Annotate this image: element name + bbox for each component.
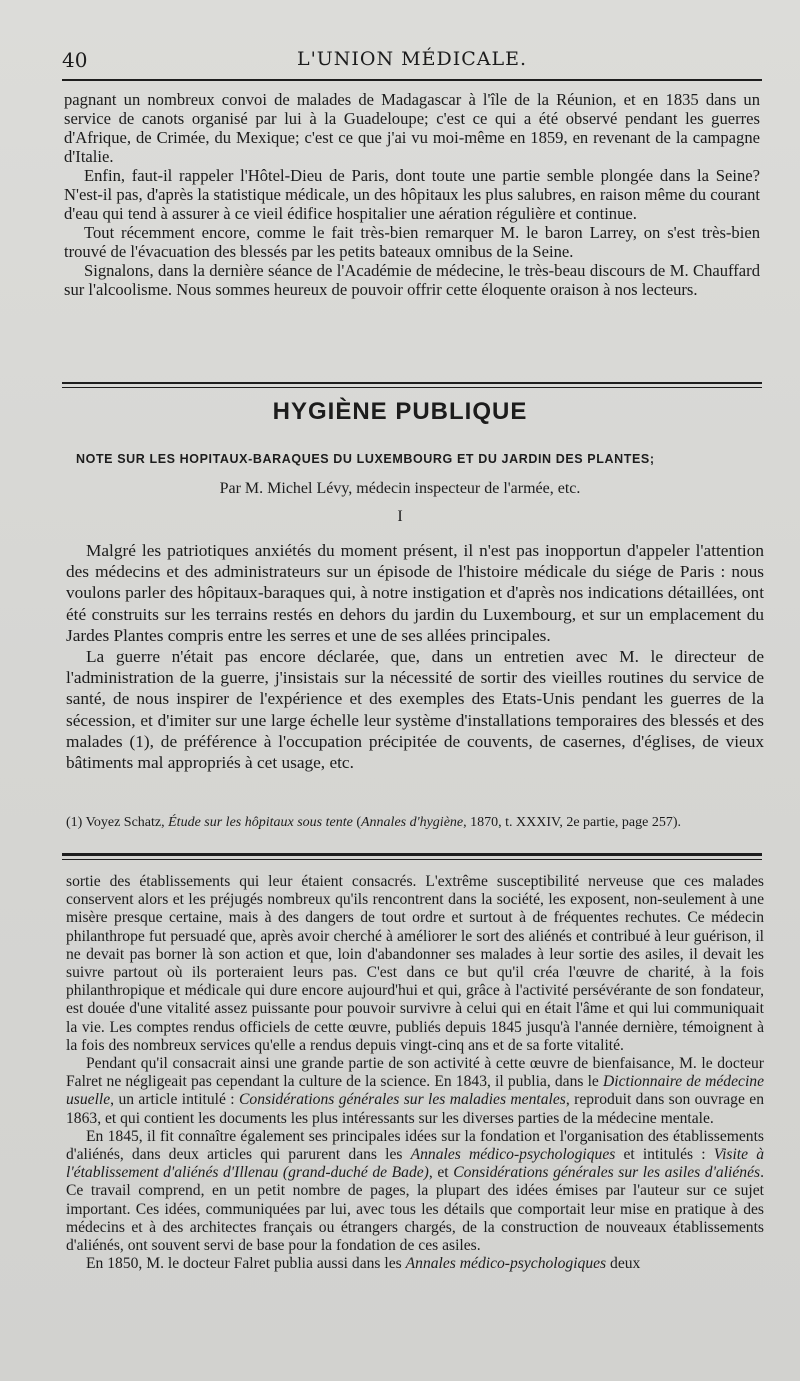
text-run: En 1850, M. le docteur Falret publia aussi dans les [86,1255,406,1273]
lower-rule-thin [62,859,762,860]
paragraph [66,1255,764,1273]
article-title: NOTE SUR LES HOPITAUX-BARAQUES DU LUXEMBOURG ET DU JARDIN DES PLANTES; [76,452,655,466]
text-run: Pendant qu'il consacrait ainsi une grande partie de son activité à cette œuvre de bienfaisance, M. le docteur Falret ne négligeait pas cependant la culture de la science. En 1843, il publia, dans le [66,1055,764,1091]
lower-rule-thick [62,853,762,856]
cited-title: Annales médico-psychologiques [410,1146,616,1164]
section-title: HYGIÈNE PUBLIQUE [272,398,528,425]
lower-text-block [66,873,764,1273]
article-byline: Par M. Michel Lévy, médecin inspecteur de l'armée, etc. [219,480,581,497]
text-run: En 1845, il fit connaître également ses principales idées sur la fondation et l'organisation des établissements d'aliénés, dans deux articles qui parurent dans les [66,1127,764,1164]
cited-title: Considérations générales sur les maladies mentales [239,1091,566,1109]
cited-title: Considérations générales sur les asiles d'aliénés [453,1164,761,1182]
section-rule-thin [62,387,762,388]
paragraph: pagnant un nombreux convoi de malades de Madagascar à l'île de la Réunion, et en 1835 dans un service de canots organisé par lui à la Guadeloupe; c'est ce qui a été observé pendant les guerres d'Afrique, de Crimée, du Mexique; c'est ce que j'ai vu moi-même en 1859, en revenant de la campagne d'Italie. [64,90,760,166]
paragraph: Tout récemment encore, comme le fait très-bien remarquer M. le baron Larrey, on s'est très-bien trouvé de l'évacuation des blessés par les petits bateaux omnibus de la Seine. [64,223,760,261]
part-numeral: I [397,508,403,525]
footnote-cited-title: Étude sur les hôpitaux sous tente [168,815,353,830]
paragraph: Enfin, faut-il rappeler l'Hôtel-Dieu de Paris, dont toute une partie semble plongée dans la Seine? N'est-il pas, d'après la statistique médicale, un des hôpitaux les plus salubres, en raison même du courant d'eau qui tend à assurer à ce vieil édifice hospitalier une aération régulière et continue. [64,166,760,223]
upper-text-block [64,90,760,299]
cited-title: Visite à l'établissement d'aliénés d'Illenau (grand-duché de Bade) [66,1146,764,1182]
paragraph [66,1128,764,1255]
paragraph [66,1055,764,1128]
cited-title: Annales médico-psychologiques [405,1255,607,1273]
paragraph: Malgré les patriotiques anxiétés du moment présent, il n'est pas inopportun d'appeler l'attention des médecins et des administrateurs sur un épisode de l'histoire médicale du siége de Paris : nous voulons parler des hôpitaux-baraques qui, à notre instigation et d'après nos indications détaillées, ont été construits sur les terrains restés en dehors du jardin du Luxembourg, et sur un emplacement du Jardes Plantes compris entre les serres et une de ses allées principales. [66,541,764,645]
section-rule-top [62,382,762,384]
paragraph: Signalons, dans la dernière séance de l'Académie de médecine, le très-beau discours de M. Chauffard sur l'alcoolisme. Nous sommes heureux de pouvoir offrir cette éloquente oraison à nos lecteurs. [64,261,760,299]
cited-title: Dictionnaire de médecine usuelle [66,1073,764,1109]
text-run: , un article intitulé : [110,1091,240,1109]
footnote-text: (1) Voyez Schatz, [66,815,169,830]
text-run: et intitulés : [615,1146,714,1164]
footnote [66,814,764,831]
text-run: deux [606,1255,641,1273]
text-run: , et [428,1164,454,1182]
paragraph: sortie des établissements qui leur étaient consacrés. L'extrême susceptibilité nerveuse que ces malades conservent alors et les préjugés nombreux qu'ils rencontrent dans la société, les exposent, non-seulement à une misère presque certaine, mais à des dangers de tout ordre et surtout à de fréquentes rechutes. Ce médecin philanthrope fut persuadé que, après avoir cherché à améliorer le sort des aliénés et contribué à leur guérison, il ne devait pas borner là son action et que, loin d'abandonner ses malades à leur sortie des asiles, il devait les suivre partout où ils porteraient leurs pas. C'est dans ce but qu'il créa l'œuvre de charité, à la fois philanthropique et médicale qui dure encore aujourd'hui et qui, grâce à l'activité persévérante de son fondateur, est douée d'une vitalité assez puissante pour pouvoir survivre à celui qui en était l'âme et qui lui communiquait la vie. Les comptes rendus officiels de cette œuvre, publiés depuis 1845 jusqu'à l'année dernière, témoignent à la fois des nombreux services qu'elle a rendus depuis vingt-cinq ans et de sa forte vitalité. [66,873,764,1054]
page-number: 40 [62,48,88,72]
journal-title: L'UNION MÉDICALE. [296,48,528,70]
text-run: . Ce travail comprend, en un petit nombre de pages, la plupart des idées émises par l'auteur sur ce sujet important. Ces idées, communiquées par lui, avec tous les détails que comportait leur mise en pratique à des médecins et à des architectes français ou étrangers chargés, de la construction de nouveaux établissements d'aliénés, ont souvent servi de base pour la fondation de ces asiles. [66,1164,764,1255]
header-rule [62,79,762,81]
text-run: , reproduit dans son ouvrage en 1863, et qui contient les documents les plus intéressants sur les diverses parties de la médecine mentale. [66,1091,764,1127]
footnote-journal: Annales d'hygiène [361,815,464,830]
article-body [66,540,764,773]
paragraph: La guerre n'était pas encore déclarée, que, dans un entretien avec M. le directeur de l'administration de la guerre, j'insistais sur la nécessité de sortir des vieilles routines du service de santé, de nous inspirer de l'expérience et des exemples des Etats-Unis pendant les guerres de la sécession, et d'imiter sur une large échelle leur système d'installations temporaires des blessés et des malades (1), de préférence à l'occupation précipitée de couvents, de casernes, d'églises, de vieux bâtiments mal appropriés à cet usage, etc. [66,647,764,773]
footnote-text: ( [352,815,361,830]
footnote-text: , 1870, t. XXXIV, 2e partie, page 257). [463,815,682,830]
running-head [62,48,762,74]
